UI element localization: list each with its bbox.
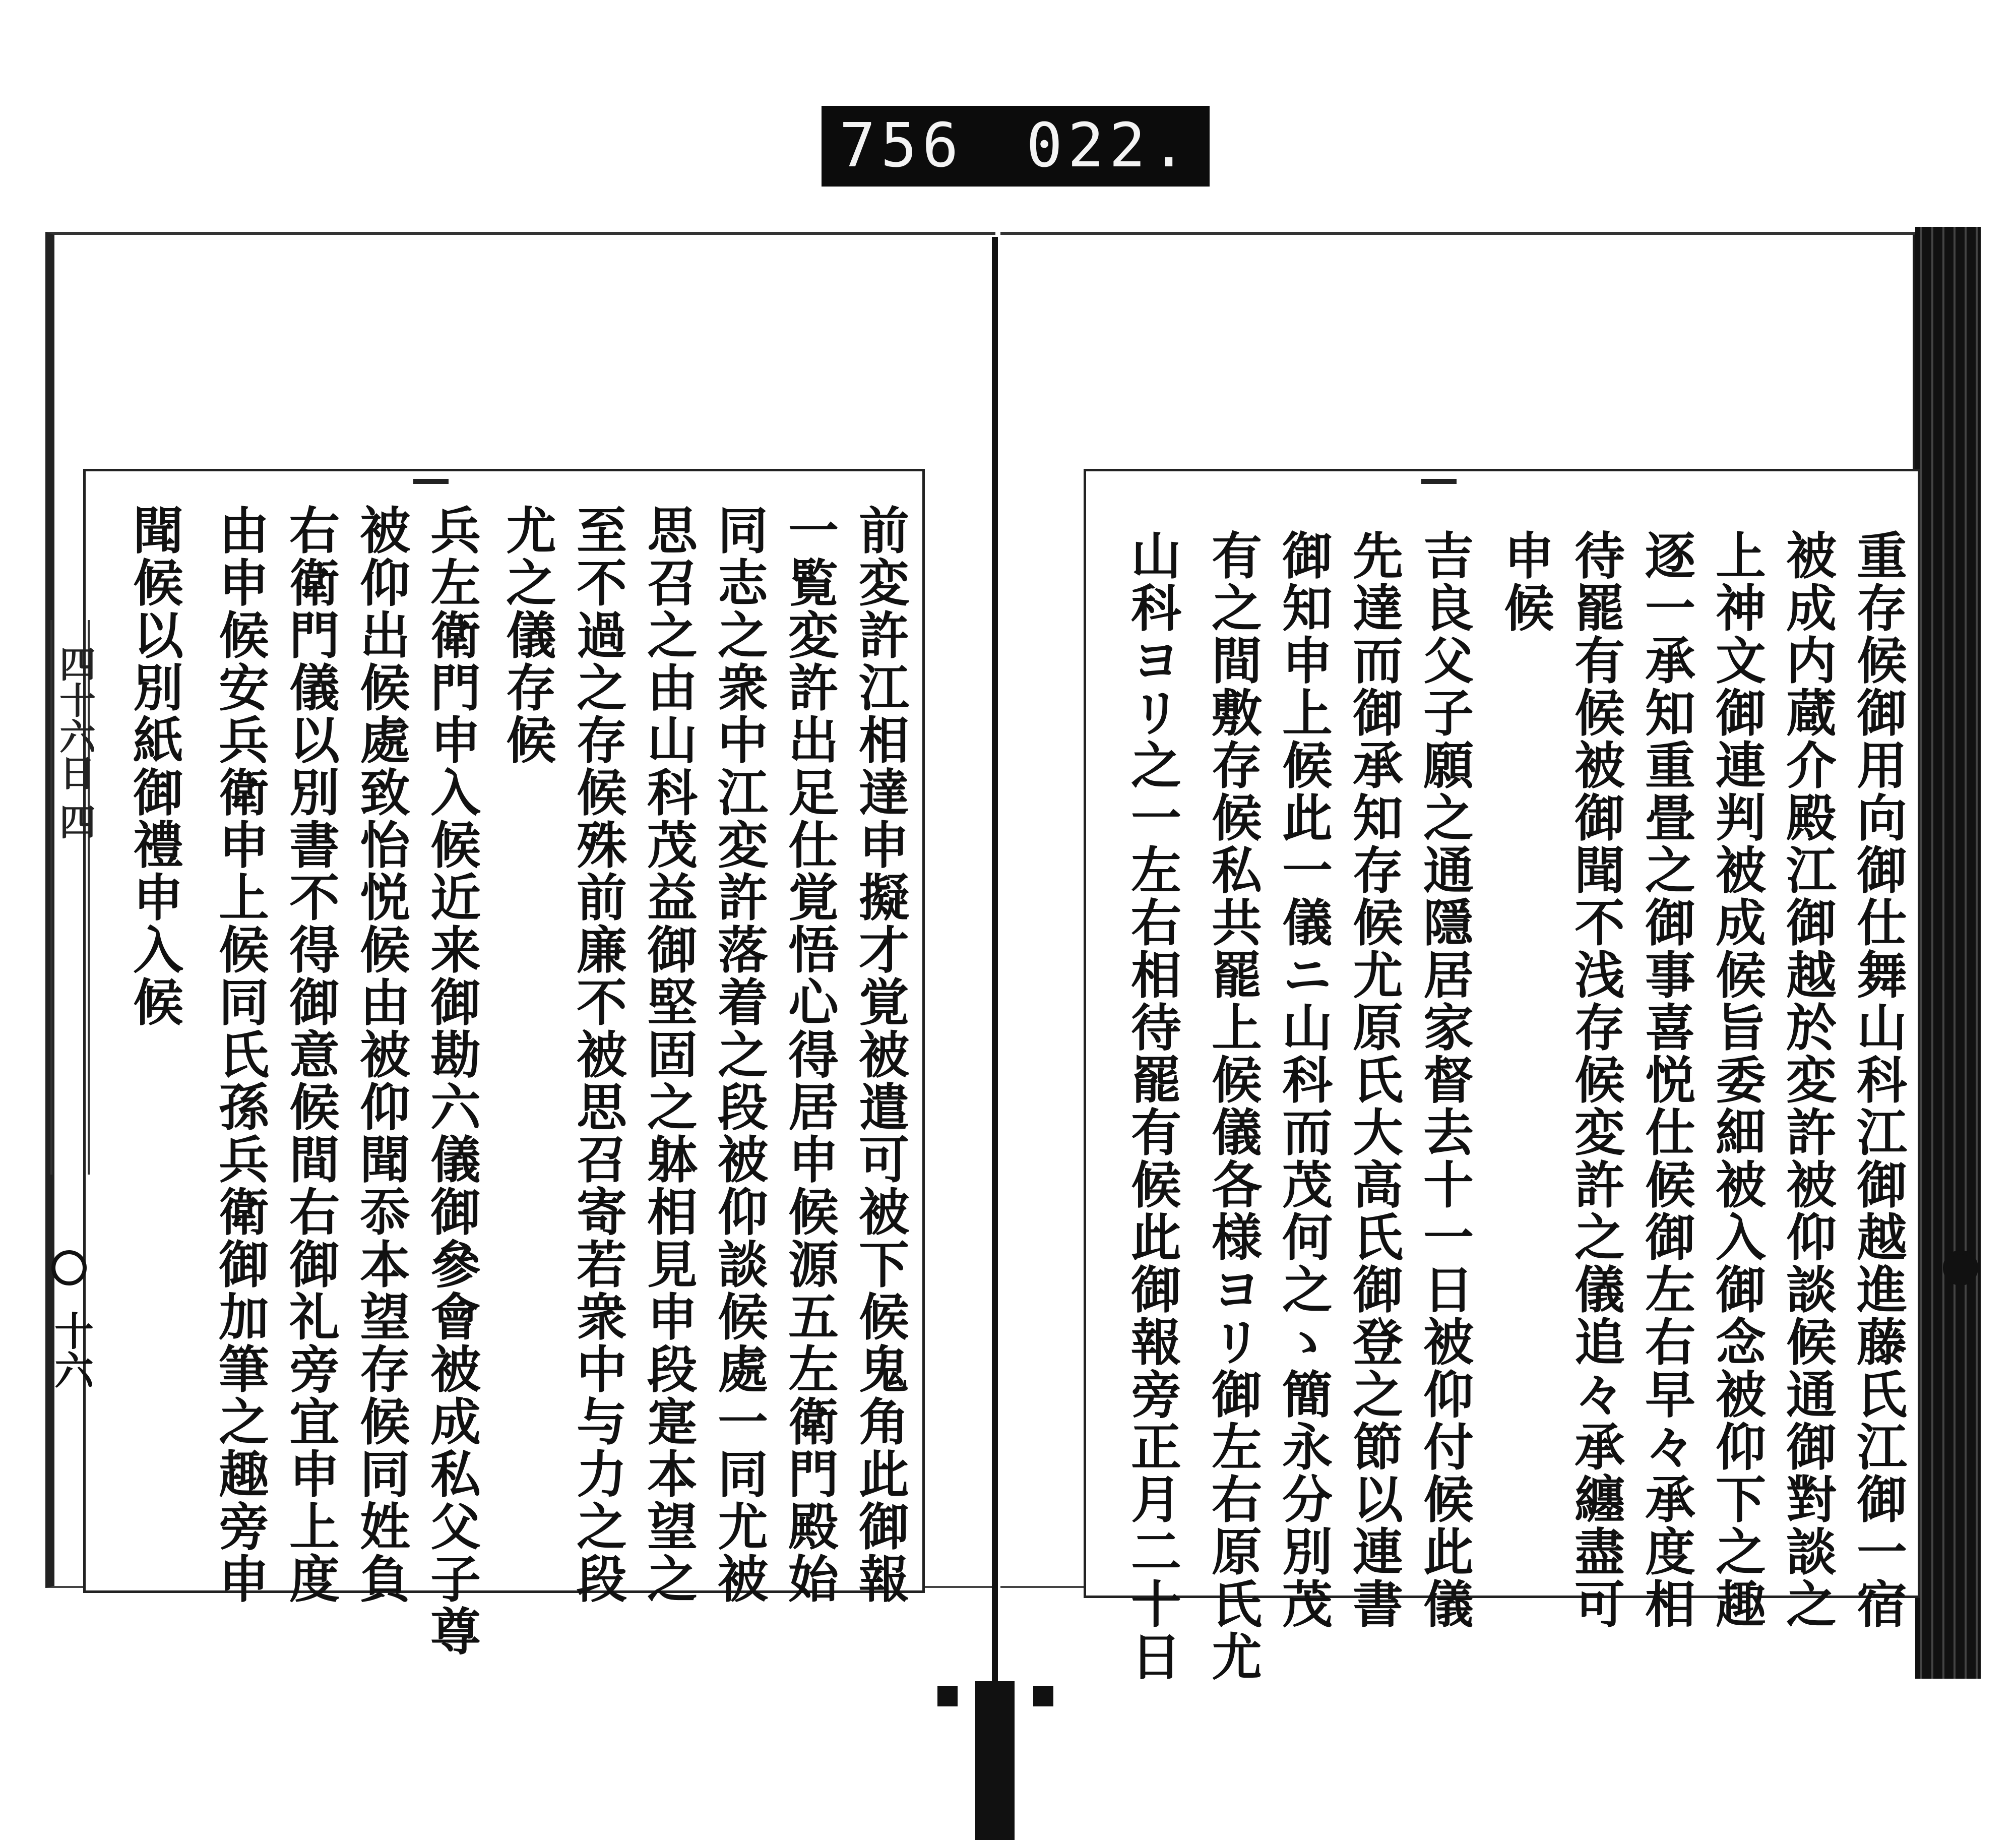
text-column: 上神文御連判被成候旨委細被入御念被仰下之趣 bbox=[1707, 529, 1767, 1630]
text-column: 御知申上候此一儀ニ山科而茂何之ゝ簡永分別茂 bbox=[1274, 529, 1333, 1630]
text-column: 至不過之存候殊前廉不被思召寄若衆中与力之段 bbox=[568, 504, 627, 1605]
spine-title: 四十六日 四 bbox=[53, 645, 96, 840]
right-circle-icon bbox=[1943, 1250, 1978, 1285]
folio-circle-icon bbox=[51, 1250, 87, 1285]
center-fold bbox=[992, 237, 998, 1689]
text-column: 待罷有候被御聞不浅存候変許之儀追々承纏盡可 bbox=[1566, 529, 1625, 1630]
call-number-right: 022. bbox=[1026, 111, 1192, 181]
folio-number: 十六 bbox=[48, 1311, 94, 1389]
text-column: 被成内蔵介殿江御越於変許被仰談候通御對談之 bbox=[1778, 529, 1837, 1630]
text-column: 一覧変許出足仕覚悟心得居申候源五左衛門殿始 bbox=[780, 504, 839, 1605]
text-column: 重存候御用向御仕舞山科江御越進藤氏江御一宿 bbox=[1848, 529, 1908, 1630]
text-column: 被仰出候處致怡悦候由被仰聞忝本望存候同姓負 bbox=[351, 504, 411, 1605]
text-column: 逐一承知重畳之御事喜悦仕候御左右早々承度相 bbox=[1636, 529, 1696, 1630]
text-column: 由申候安兵衛申上候同氏孫兵衛御加筆之趣旁申 bbox=[210, 504, 270, 1605]
text-column: 吉良父子願之通隱居家督去十一日被仰付候此儀 bbox=[1415, 529, 1474, 1630]
text-column: 思召之由山科茂益御堅固之躰相見申段寔本望之 bbox=[639, 504, 698, 1605]
text-column: 申候 bbox=[1495, 529, 1555, 634]
text-column: 尤之儀存候 bbox=[497, 504, 557, 766]
text-column: 聞候以別紙御禮申入候 bbox=[124, 504, 184, 1028]
text-column: 先達而御承知存候尤原氏大高氏御登之節以連書 bbox=[1344, 529, 1404, 1630]
text-column: 兵左衛門申入候近来御勘六儀御參會被成私父子尊 bbox=[422, 504, 481, 1658]
section-mark bbox=[1421, 479, 1457, 484]
call-number-left: 756 bbox=[839, 111, 964, 181]
right-page-edge bbox=[1915, 227, 1981, 1679]
text-column: 前変許江相達申擬才覚被遣可被下候鬼角此御報 bbox=[850, 504, 910, 1605]
text-column: 同志之衆中江変許落着之段被仰談候處一同尤被 bbox=[709, 504, 769, 1605]
section-mark bbox=[413, 479, 449, 484]
fold-base bbox=[975, 1681, 1015, 1840]
call-number-label bbox=[822, 106, 1210, 187]
text-column: 有之間敷存候私共罷上候儀各様ヨリ御左右原氏尤 bbox=[1203, 529, 1263, 1683]
text-column: 右衛門儀以別書不得御意候間右御礼旁宜申上度 bbox=[281, 504, 340, 1605]
text-column: 山科ヨリ之一左右相待罷有候此御報旁正月二十日 bbox=[1122, 529, 1182, 1683]
